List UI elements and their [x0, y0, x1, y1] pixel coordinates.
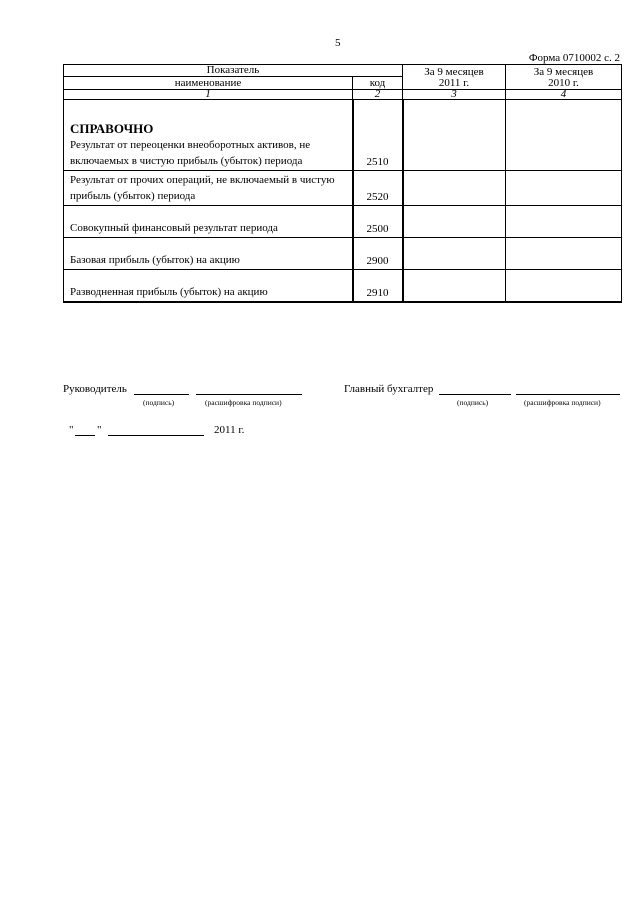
row-name: Базовая прибыль (убыток) на акцию — [64, 238, 353, 270]
header-name: наименование — [64, 77, 353, 90]
accountant-signature-line[interactable] — [439, 394, 511, 395]
row-value-2011[interactable] — [403, 238, 506, 270]
header-col-2011-line2: 2011 г. — [438, 77, 470, 89]
head-signature-hint: (подпись) — [143, 398, 175, 407]
row-code: 2910 — [353, 270, 403, 303]
row-value-2011[interactable] — [403, 206, 506, 238]
head-signature-line[interactable] — [134, 394, 189, 395]
date-year: 2011 г. — [214, 424, 245, 436]
row-code: 2520 — [353, 171, 403, 206]
form-label: Форма 0710002 с. 2 — [528, 52, 620, 64]
row-code: 2500 — [353, 206, 403, 238]
report-table — [63, 64, 622, 303]
header-code: код — [353, 77, 403, 90]
accountant-decoding-line[interactable] — [516, 394, 620, 395]
column-number: 2 — [353, 90, 403, 100]
column-number: 4 — [506, 90, 622, 100]
row-value-2011[interactable] — [403, 270, 506, 303]
head-decoding-hint: (расшифровка подписи) — [205, 398, 282, 407]
row-value-2010[interactable] — [506, 100, 622, 171]
reference-heading: СПРАВОЧНО — [70, 121, 154, 136]
header-col-2011-line1: За 9 месяцев — [424, 66, 484, 78]
row-value-2010[interactable] — [506, 171, 622, 206]
row-code: 2900 — [353, 238, 403, 270]
date-quote-close: " — [97, 424, 102, 436]
table-row — [64, 171, 622, 206]
accountant-decoding-hint: (расшифровка подписи) — [524, 398, 601, 407]
header-indicator: Показатель — [64, 65, 403, 77]
row-name: Совокупный финансовый результат периода — [64, 206, 353, 238]
table-row — [64, 100, 622, 171]
head-label: Руководитель — [63, 383, 127, 395]
header-col-2010-line1: За 9 месяцев — [533, 66, 594, 78]
table-row — [64, 238, 622, 270]
date-month-line[interactable] — [108, 435, 204, 436]
row-name: Разводненная прибыль (убыток) на акцию — [64, 270, 353, 303]
table-row — [64, 270, 622, 303]
column-number: 1 — [64, 90, 353, 100]
row-name — [64, 100, 353, 171]
row-value-2011[interactable] — [403, 171, 506, 206]
row-code: 2510 — [353, 100, 403, 171]
head-decoding-line[interactable] — [196, 394, 302, 395]
accountant-signature-hint: (подпись) — [457, 398, 489, 407]
date-day-line[interactable] — [75, 435, 95, 436]
chief-accountant-label: Главный бухгалтер — [344, 383, 434, 395]
row-value-2010[interactable] — [506, 206, 622, 238]
header-col-2011 — [403, 65, 506, 90]
date-quote-open: " — [69, 424, 74, 436]
column-number: 3 — [403, 90, 506, 100]
row-value-2010[interactable] — [506, 238, 622, 270]
row-name-text: Результат от переоценки внеоборотных активов, не включаемых в чистую прибыль (убыток) периода — [70, 139, 311, 167]
row-value-2010[interactable] — [506, 270, 622, 303]
page-number: 5 — [335, 37, 341, 49]
header-col-2010 — [506, 65, 622, 90]
header-col-2010-line2: 2010 г. — [548, 77, 579, 89]
row-value-2011[interactable] — [403, 100, 506, 171]
row-name: Результат от прочих операций, не включаемый в чистую прибыль (убыток) периода — [64, 171, 353, 206]
table-row — [64, 206, 622, 238]
